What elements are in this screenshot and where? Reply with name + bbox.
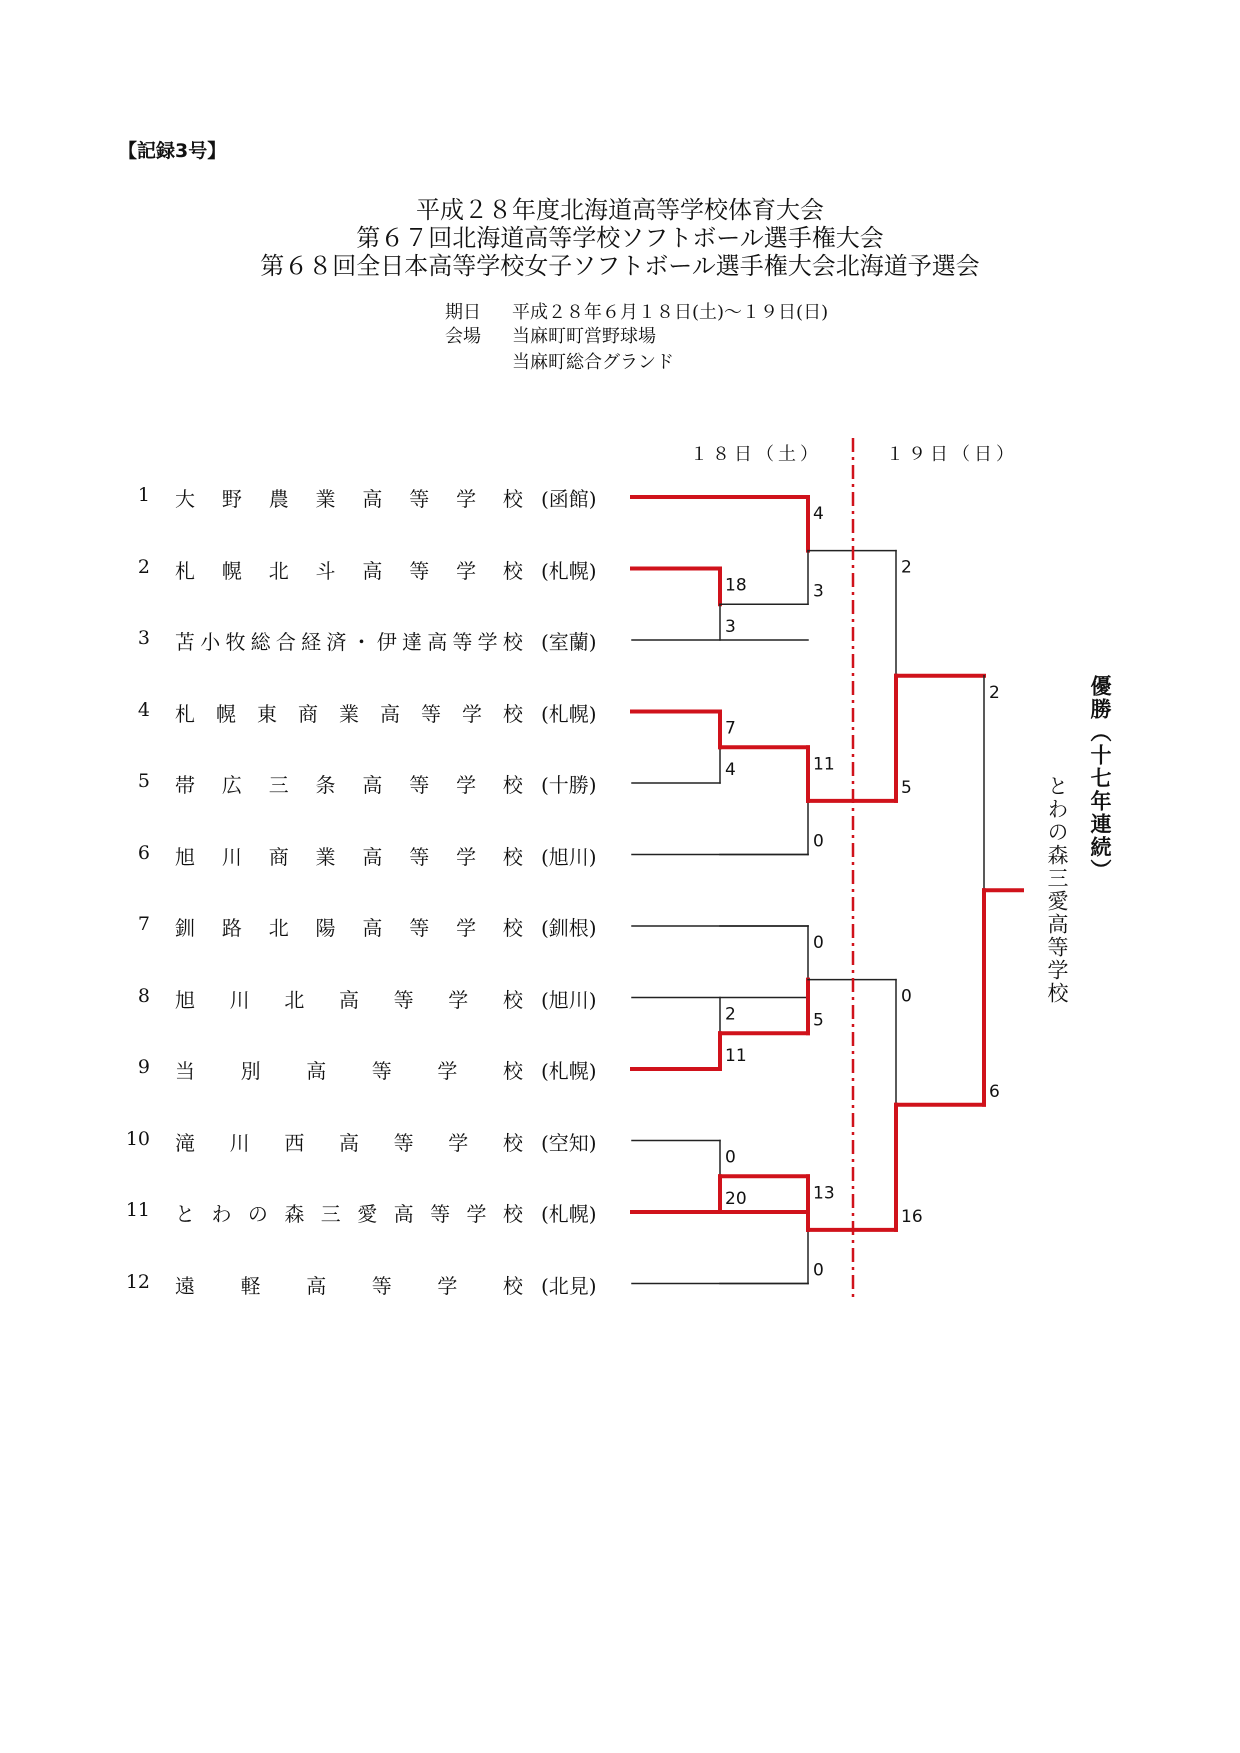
title-line-1: 平成２８年度北海道高等学校体育大会 (416, 196, 824, 224)
team-name-char: 苫 (175, 630, 195, 654)
team-name-char: 高 (393, 1202, 414, 1226)
team-name-char: 幌 (221, 558, 242, 583)
day1-header: １８日（土） (690, 444, 822, 465)
score-label: 5 (813, 1010, 824, 1031)
team-name-char: 広 (221, 773, 242, 797)
team-name-char: 農 (268, 487, 289, 511)
score-label: 4 (813, 504, 824, 524)
team-name-char: 学 (456, 916, 477, 940)
team-name-char: 札 (175, 558, 195, 583)
team-name-char: 学 (456, 558, 477, 583)
score-label: 2 (989, 682, 1000, 703)
team-name-char: 札 (175, 701, 195, 726)
team-name-char: 学 (448, 1130, 469, 1155)
team-name-char: 等 (409, 558, 430, 583)
team-name-char: 総 (250, 630, 271, 654)
team-name-char: 学 (462, 701, 482, 726)
team-name-char: 校 (502, 844, 523, 869)
team-name-char: 等 (421, 701, 441, 726)
team-name-char: 川 (229, 1130, 250, 1155)
team-number: 8 (137, 984, 150, 1007)
team-number: 2 (137, 555, 150, 578)
team-name-char: わ (211, 1202, 232, 1226)
score-label: 18 (725, 575, 747, 596)
team-name-char: 軽 (240, 1273, 261, 1298)
score-label: 2 (901, 557, 912, 578)
team-number: 1 (137, 484, 150, 506)
team-name-char: 学 (456, 487, 477, 511)
score-label: 3 (813, 581, 824, 602)
team-name-char: 学 (466, 1202, 487, 1226)
team-name-char: 幌 (216, 701, 236, 726)
team-name-char: 校 (502, 487, 523, 511)
team-name-char: 西 (284, 1130, 305, 1155)
score-label: 7 (725, 718, 736, 739)
team-name-char: 等 (409, 844, 430, 869)
team-number: 9 (137, 1056, 150, 1078)
team-name-char: 業 (315, 844, 336, 869)
team-name-char: 学 (477, 630, 498, 654)
day2-header: １９日（日） (886, 444, 1018, 465)
score-label: 0 (813, 933, 824, 953)
score-label: 16 (901, 1206, 923, 1227)
date-value: 平成２８年６月１８日(土)～１９日(日) (512, 302, 829, 323)
team-number: 4 (137, 698, 150, 721)
venue-primary: 当麻町町営野球場 (512, 326, 656, 347)
team-name-char: 商 (268, 844, 289, 869)
team-name-char: 路 (221, 916, 242, 940)
team-region: (函館) (541, 487, 597, 511)
team-name-char: 等 (452, 630, 473, 654)
team-name-char: 校 (502, 1273, 523, 1298)
team-name-char: 高 (306, 1059, 327, 1083)
team-region: (札幌) (541, 701, 597, 726)
score-label: 0 (901, 986, 912, 1007)
team-name-char: 三 (268, 773, 289, 797)
team-name-char: 釧 (175, 916, 195, 940)
score-label: 5 (901, 777, 912, 798)
team-region: (札幌) (541, 558, 597, 583)
team-name-char: 陽 (315, 916, 336, 940)
team-name-char: の (247, 1202, 268, 1226)
team-name-char: 校 (502, 1059, 523, 1083)
team-region: (十勝) (541, 773, 597, 797)
team-name-char: 北 (268, 558, 289, 583)
team-name-char: 高 (306, 1273, 327, 1298)
team-name-char: 校 (502, 1130, 523, 1155)
team-region: (北見) (541, 1273, 597, 1298)
team-name-char: 等 (430, 1202, 451, 1226)
team-name-char: 牧 (225, 630, 246, 654)
team-number: 7 (137, 913, 150, 935)
team-name-char: 高 (362, 916, 383, 940)
champion-school: とわの森三愛高等学校 (1045, 775, 1069, 1005)
team-name-char: 高 (427, 630, 448, 654)
title-line-2: 第６７回北海道高等学校ソフトボール選手権大会 (356, 224, 884, 252)
team-name-char: 北 (284, 987, 305, 1012)
team-name-char: 等 (393, 987, 414, 1012)
team-name-char: 校 (502, 1202, 523, 1226)
team-name-char: 三 (320, 1202, 341, 1226)
team-name-char: 高 (362, 487, 383, 511)
team-name-char: 等 (393, 1130, 414, 1155)
score-label: 0 (725, 1147, 736, 1168)
team-name-char: 経 (301, 630, 322, 654)
team-name-char: 森 (284, 1202, 305, 1226)
record-number-label: 【記録3号】 (118, 140, 227, 162)
team-name-char: 高 (338, 1130, 359, 1155)
team-name-char: と (175, 1202, 195, 1226)
team-name-char: 高 (362, 558, 383, 583)
team-name-char: 帯 (175, 773, 195, 797)
team-name-char: 業 (339, 701, 359, 726)
team-number: 3 (137, 627, 150, 649)
team-name-char: 北 (268, 916, 289, 940)
score-label: 3 (725, 617, 736, 637)
team-number: 11 (125, 1199, 150, 1221)
score-label: 4 (725, 760, 736, 780)
team-name-char: 旭 (175, 844, 195, 869)
team-name-char: 校 (503, 701, 523, 726)
team-region: (室蘭) (541, 630, 597, 654)
team-name-char: 大 (175, 487, 195, 511)
team-name-char: 校 (502, 916, 523, 940)
team-number: 6 (137, 841, 150, 864)
team-name-char: 川 (229, 987, 250, 1012)
team-name-char: 達 (401, 630, 422, 654)
team-name-char: 等 (409, 916, 430, 940)
team-name-char: ・ (351, 630, 372, 654)
team-name-char: 校 (502, 987, 523, 1012)
team-name-char: 旭 (175, 987, 195, 1012)
team-number: 10 (125, 1127, 150, 1150)
team-name-char: 商 (298, 701, 318, 726)
champion-label: 優勝（十七年連続） (1088, 675, 1113, 882)
team-name-char: 等 (371, 1059, 392, 1083)
team-number: 12 (125, 1270, 150, 1293)
team-region: (釧根) (541, 916, 597, 940)
team-name-char: 校 (502, 558, 523, 583)
score-label: 11 (813, 754, 835, 775)
team-name-char: 等 (371, 1273, 392, 1298)
team-name-char: 小 (200, 630, 221, 654)
score-label: 2 (725, 1004, 736, 1025)
venue-label: 会場 (445, 326, 481, 347)
team-name-char: 斗 (315, 558, 336, 583)
team-name-char: 学 (437, 1059, 458, 1083)
team-region: (空知) (541, 1130, 597, 1155)
title-line-3: 第６８回全日本高等学校女子ソフトボール選手権大会北海道予選会 (260, 252, 980, 280)
team-name-char: 済 (326, 630, 347, 654)
team-name-char: 愛 (357, 1202, 378, 1226)
team-name-char: 別 (240, 1059, 261, 1083)
team-name-char: 高 (362, 773, 383, 797)
team-name-char: 業 (315, 487, 336, 511)
team-number: 5 (137, 770, 150, 792)
score-label: 6 (989, 1081, 1000, 1102)
team-name-char: 学 (448, 987, 469, 1012)
team-name-char: 高 (362, 844, 383, 869)
team-name-char: 校 (502, 773, 523, 797)
team-name-char: 校 (502, 630, 523, 654)
team-name-char: 当 (175, 1059, 195, 1083)
score-label: 0 (813, 1260, 824, 1281)
team-name-char: 条 (315, 773, 336, 797)
score-label: 0 (813, 831, 824, 852)
score-label: 11 (725, 1046, 747, 1066)
team-region: (旭川) (541, 844, 597, 869)
team-region: (札幌) (541, 1202, 597, 1226)
team-name-char: 滝 (175, 1130, 195, 1155)
team-name-char: 伊 (376, 630, 397, 654)
team-name-char: 等 (409, 773, 430, 797)
team-name-char: 高 (338, 987, 359, 1012)
team-name-char: 学 (437, 1273, 458, 1298)
score-label: 13 (813, 1183, 835, 1204)
date-label: 期日 (445, 302, 481, 323)
team-name-char: 学 (456, 844, 477, 869)
team-name-char: 合 (275, 630, 296, 654)
venue-secondary: 当麻町総合グランド (512, 352, 674, 373)
team-region: (旭川) (541, 987, 597, 1012)
team-name-char: 遠 (175, 1273, 195, 1298)
team-name-char: 川 (221, 844, 242, 869)
team-name-char: 等 (409, 487, 430, 511)
team-region: (札幌) (541, 1059, 597, 1083)
team-name-char: 東 (257, 701, 277, 726)
score-label: 20 (725, 1189, 747, 1209)
team-name-char: 高 (380, 701, 400, 726)
team-name-char: 野 (221, 487, 242, 511)
team-name-char: 学 (456, 773, 477, 797)
